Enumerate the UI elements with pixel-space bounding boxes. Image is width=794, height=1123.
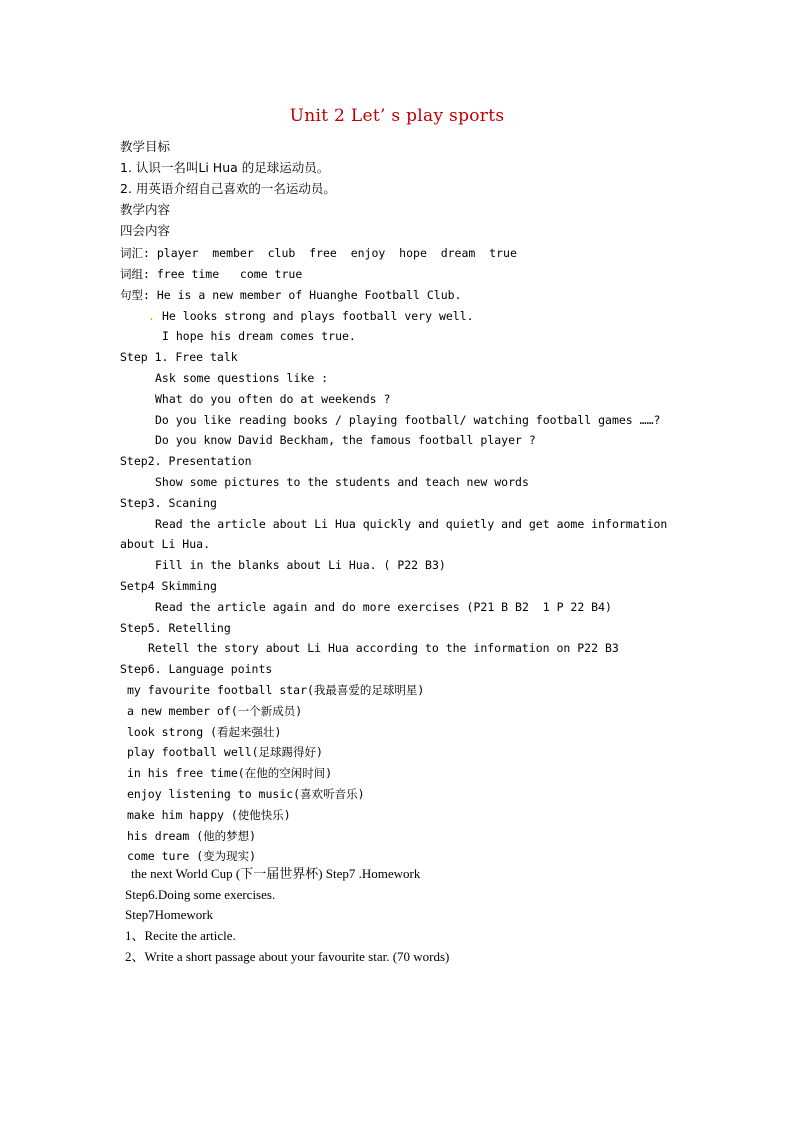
section-heading-four-skills: 四会内容 xyxy=(120,223,171,238)
language-point-10: the next World Cup (下一届世界杯) Step7 .Homework xyxy=(131,866,421,881)
language-point-1: my favourite football star(我最喜爱的足球明星) xyxy=(127,683,425,697)
document-title: Unit 2 Let’ s play sports xyxy=(289,106,505,126)
language-point-6: enjoy listening to music(喜欢听音乐) xyxy=(127,787,365,801)
objective-item-2: 2. 用英语介绍自己喜欢的一名运动员。 xyxy=(120,181,336,196)
language-point-9: come ture (变为现实) xyxy=(127,849,257,863)
step-6-exercises: Step6.Doing some exercises. xyxy=(125,887,276,902)
step-7-heading: Step7Homework xyxy=(125,907,214,922)
homework-item-2: 2、Write a short passage about your favourite star. (70 words) xyxy=(125,949,450,964)
step-5-text: Retell the story about Li Hua according to the information on P22 B3 xyxy=(148,641,619,655)
step-3-text-2: Fill in the blanks about Li Hua. ( P22 B3) xyxy=(155,558,446,572)
step-1-text-1: Ask some questions like : xyxy=(155,371,329,385)
step-6-heading: Step6. Language points xyxy=(120,662,273,676)
step-2-text: Show some pictures to the students and teach new words xyxy=(155,475,529,489)
step-1-heading: Step 1. Free talk xyxy=(120,350,238,364)
section-heading-content: 教学内容 xyxy=(120,202,171,217)
step-3-text-1: Read the article about Li Hua quickly and quietly and get aome information xyxy=(155,517,668,531)
bullet-marker: . xyxy=(148,309,155,323)
language-point-7: make him happy (使他快乐) xyxy=(127,808,291,822)
language-point-5: in his free time(在他的空闲时间) xyxy=(127,766,333,780)
step-4-text: Read the article again and do more exercises (P21 B B2 1 P 22 B4) xyxy=(155,600,612,614)
step-1-text-2: What do you often do at weekends ? xyxy=(155,392,391,406)
sentence-pattern-line: 句型: He is a new member of Huanghe Football Club. xyxy=(120,288,462,302)
step-3-text-1-cont: about Li Hua. xyxy=(120,537,211,551)
language-point-4: play football well(足球踢得好) xyxy=(127,745,323,759)
section-heading-objectives: 教学目标 xyxy=(120,139,171,154)
objective-item-1: 1. 认识一名叫Li Hua 的足球运动员。 xyxy=(120,160,330,175)
step-1-text-3: Do you like reading books / playing football/ watching football games ……? xyxy=(155,413,661,427)
sentence-pattern-2: He looks strong and plays football very well. xyxy=(162,309,474,323)
language-point-2: a new member of(一个新成员) xyxy=(127,704,303,718)
phrases-line: 词组: free time come true xyxy=(120,267,303,281)
sentence-pattern-3: I hope his dream comes true. xyxy=(162,329,356,343)
step-2-heading: Step2. Presentation xyxy=(120,454,252,468)
step-3-heading: Step3. Scaning xyxy=(120,496,217,510)
language-point-8: his dream (他的梦想) xyxy=(127,829,257,843)
step-1-text-4: Do you know David Beckham, the famous football player ? xyxy=(155,433,536,447)
homework-item-1: 1、Recite the article. xyxy=(125,928,236,943)
step-4-heading: Setp4 Skimming xyxy=(120,579,217,593)
step-5-heading: Step5. Retelling xyxy=(120,621,231,635)
language-point-3: look strong (看起来强壮) xyxy=(127,725,282,739)
vocabulary-line: 词汇: player member club free enjoy hope dream true xyxy=(120,246,517,260)
